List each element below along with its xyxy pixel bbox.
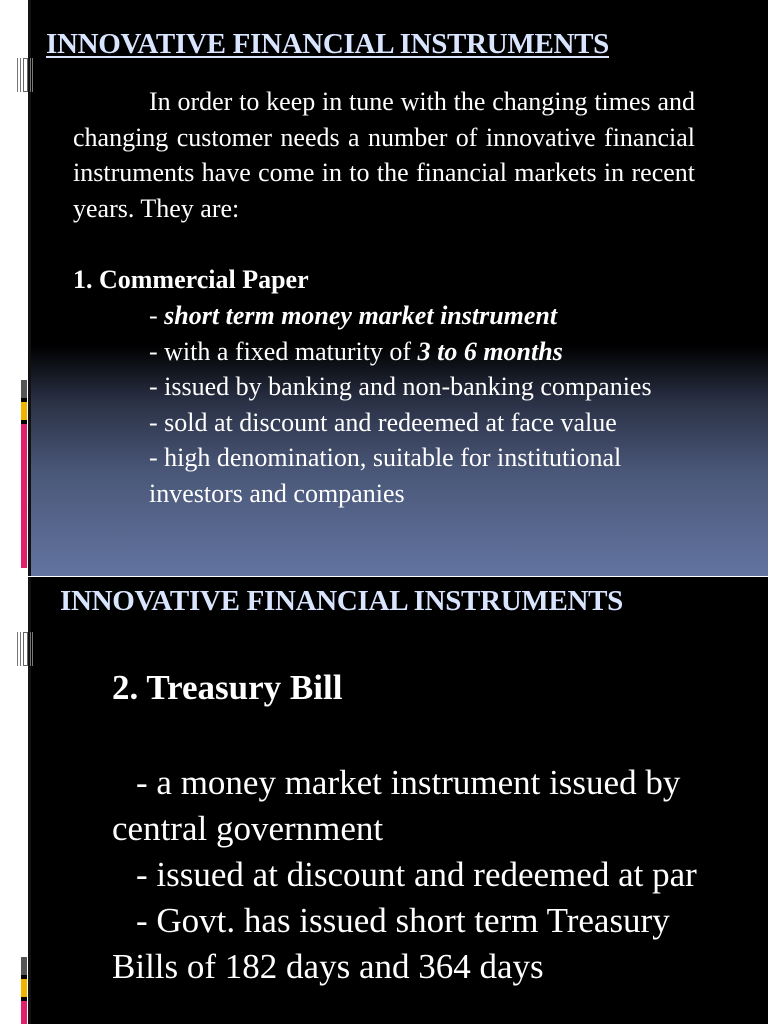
item-heading-treasury-bill: 2. Treasury Bill <box>112 668 343 707</box>
bullet-item: - Govt. has issued short term Treasury Bills of 182 days and 364 days <box>112 901 670 986</box>
bullet-item: - sold at discount and redeemed at face value <box>149 407 617 437</box>
bullet-item: - short term money market instrument <box>149 301 558 330</box>
bullet-item: - issued by banking and non-banking companies <box>149 372 652 401</box>
treasury-bill-bullets <box>112 760 722 990</box>
slide-title: INNOVATIVE FINANCIAL INSTRUMENTS <box>46 28 609 60</box>
intro-paragraph: In order to keep in tune with the changing times and changing customer needs a number of innovative financial instruments have come in to the financial markets in recent years. They are: <box>73 87 695 223</box>
commercial-paper-bullets <box>149 298 709 511</box>
grip-bars-icon <box>17 632 33 666</box>
grip-bars-icon <box>17 58 33 92</box>
bullet-item: - issued at discount and redeemed at par <box>136 855 697 894</box>
bullet-item: - with a fixed maturity of 3 to 6 months <box>149 336 563 366</box>
accent-color-bar <box>21 380 27 568</box>
item-heading-commercial-paper: 1. Commercial Paper <box>73 265 309 294</box>
bullet-item: - a money market instrument issued by central government <box>112 763 681 848</box>
bullet-item: - high denomination, suitable for institutional investors and companies <box>149 443 622 508</box>
slide-title: INNOVATIVE FINANCIAL INSTRUMENTS <box>60 585 623 617</box>
accent-color-bar <box>21 957 27 1024</box>
